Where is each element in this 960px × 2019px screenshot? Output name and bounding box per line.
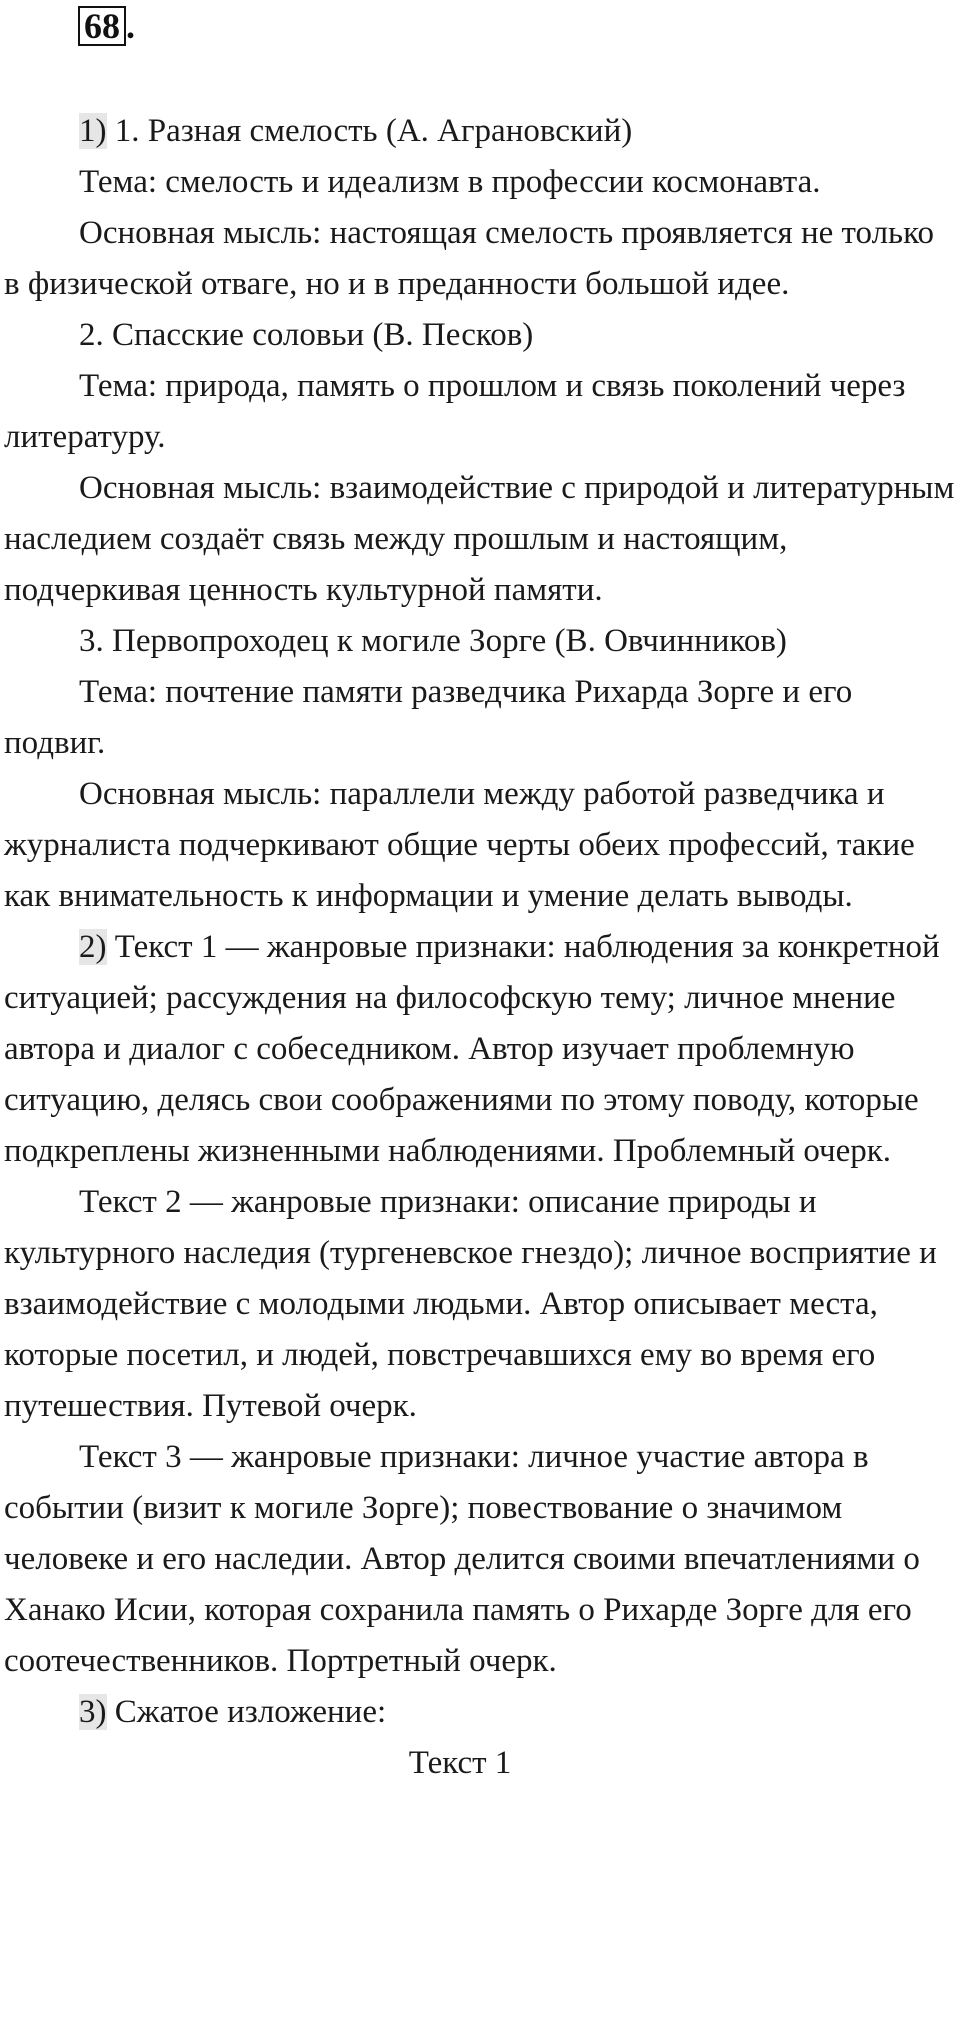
paragraph-11: Текст 2 — жанровые признаки: описание природы и культурного наследия (тургеневское гнездо); личное восприятие и взаимодействие с молодыми людьми. Автор описывает места, которые посетил, и людей, повстречавшихся ему во время его путешествия. Путевой очерк. [4, 1184, 937, 1424]
paragraph-9: Основная мысль: параллели между работой разведчика и журналиста подчеркивают общие черты обеих профессий, такие как внимательность к информации и умение делать выводы. [4, 776, 915, 914]
section-heading-text-1: Текст 1 [408, 1745, 512, 1781]
paragraph-8: Тема: почтение памяти разведчика Рихарда Зорге и его подвиг. [4, 674, 853, 761]
paragraph-7: 3. Первопроходец к могиле Зорге (В. Овчинников) [79, 623, 787, 659]
task-number-box: 68 [78, 6, 126, 46]
paragraph-12: Текст 3 — жанровые признаки: личное участие автора в событии (визит к могиле Зорге); повествование о значимом человеке и его наследии. Автор делится своими впечатлениями о Ханако Исии, которая сохранила память о Рихарде Зорге для его соотечественников. Портретный очерк. [4, 1439, 920, 1679]
paragraph-5: Тема: природа, память о прошлом и связь поколений через литературу. [4, 368, 906, 455]
paragraph-3: Основная мысль: настоящая смелость проявляется не только в физической отваге, но и в преданности большой идее. [4, 215, 934, 302]
paragraph-2: Тема: смелость и идеализм в профессии космонавта. [79, 164, 821, 200]
paragraph-10-text: Текст 1 — жанровые признаки: наблюдения за конкретной ситуацией; рассуждения на философскую тему; личное мнение автора и диалог с собеседником. Автор изучает проблемную ситуацию, делясь свои соображениями по этому поводу, которые подкреплены жизненными наблюдениями. Проблемный очерк. [4, 929, 940, 1169]
paragraph-1-text: 1. Разная смелость (А. Аграновский) [106, 113, 633, 149]
paragraph-13 [4, 1687, 956, 1738]
paragraph-10 [4, 922, 956, 1177]
item-marker-3: 3) [79, 1694, 107, 1730]
paragraph-4: 2. Спасские соловьи (В. Песков) [79, 317, 534, 353]
paragraph-6: Основная мысль: взаимодействие с природой и литературным наследием создаёт связь между прошлым и настоящим, подчеркивая ценность культурной памяти. [4, 470, 955, 608]
paragraph-13-text: Сжатое изложение: [106, 1694, 387, 1730]
item-marker-2: 2) [79, 929, 107, 965]
paragraph-1 [4, 106, 956, 157]
task-number-dot: . [126, 6, 135, 46]
task-number [78, 6, 135, 46]
item-marker-1: 1) [79, 113, 107, 149]
answer-text [4, 106, 956, 1789]
